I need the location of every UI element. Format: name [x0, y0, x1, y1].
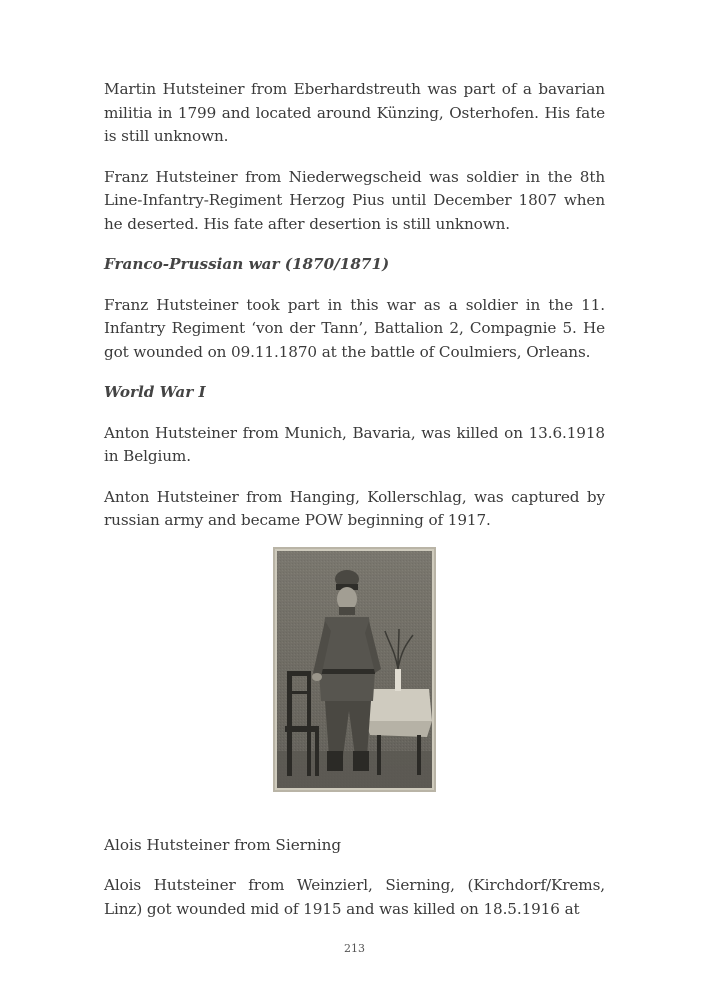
page-number: 213: [344, 942, 365, 955]
soldier-photograph-drawing: [277, 551, 432, 788]
soldier-photograph: [273, 547, 436, 792]
paragraph-anton-hanging: Anton Hutsteiner from Hanging, Kollerschlag, was captured by russian army and became POW beginning of 1917.: [104, 487, 605, 529]
paragraph-franz-1807: Franz Hutsteiner from Niederwegscheid was soldier in the 8th Line-Infantry-Regiment Herzog Pius until December 1807 when he deserted. His fate after desertion is still unknown.: [104, 167, 605, 233]
paragraph-anton-munich: Anton Hutsteiner from Munich, Bavaria, was killed on 13.6.1918 in Belgium.: [104, 423, 605, 465]
paragraph-alois: Alois Hutsteiner from Weinzierl, Sierning, (Kirchdorf/Krems, Linz) got wounded mid of 1915 and was killed on 18.5.1916 at: [104, 876, 605, 918]
heading-franco-prussian-war: Franco-Prussian war (1870/1871): [104, 255, 390, 273]
paragraph-martin: Martin Hutsteiner from Eberhardstreuth was part of a bavarian militia in 1799 and located around Künzing, Osterhofen. His fate is still unknown.: [104, 80, 605, 145]
heading-world-war-1: World War I: [104, 383, 206, 401]
photo-caption: Alois Hutsteiner from Sierning: [104, 836, 342, 854]
paragraph-franz-1870: Franz Hutsteiner took part in this war as a soldier in the 11. Infantry Regiment ‘von der Tann’, Battalion 2, Compagnie 5. He got wounded on 09.11.1870 at the battle of Coulmiers, Orleans.: [104, 295, 605, 361]
page-body: [104, 78, 605, 550]
